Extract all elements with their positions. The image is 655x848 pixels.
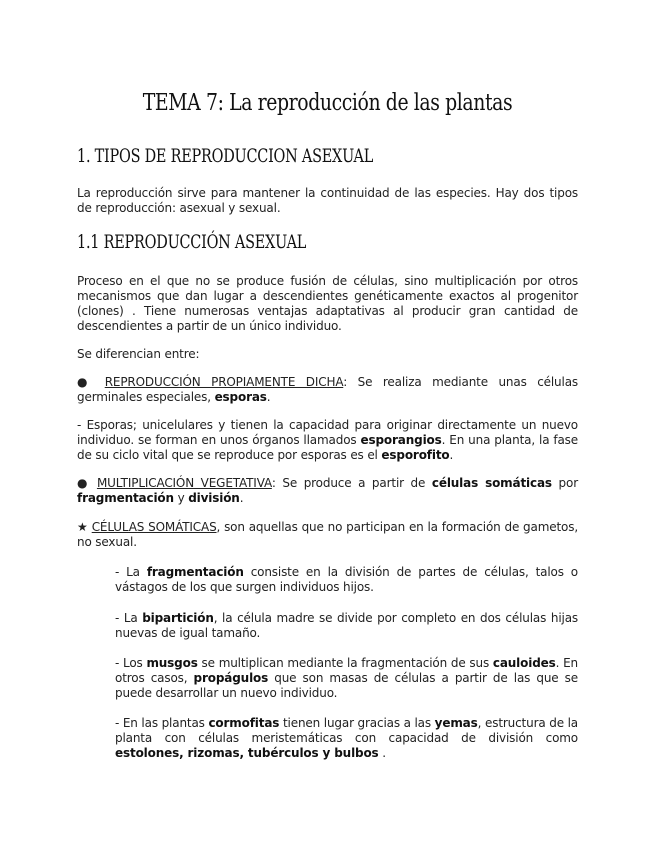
text-span: : Se realiza mediante unas células germinales especiales, [77,375,579,404]
star-icon: ★ [77,520,88,534]
bold-term: cauloides [492,656,556,670]
text-span: , son aquellas que no participan en la formación de gametos, no sexual. [77,520,578,549]
cormofitas-item [115,716,578,761]
bullet-icon: ● [77,375,95,389]
text-span: consiste en la división de partes de células, talos o vástagos de los que surgen individuos hijos. [115,565,578,594]
bold-term: fragmentación [77,491,174,505]
term-multiplicacion-vegetativa: MULTIPLICACIÓN VEGETATIVA [96,476,272,490]
bold-term: esporas [214,390,267,404]
text-span: - La [115,565,147,579]
bold-term: esporangios [360,433,442,447]
reproduccion-propiamente-paragraph [77,375,578,405]
bold-term: fragmentación [146,565,244,579]
bold-term: yemas [434,716,478,730]
musgos-item [115,656,578,701]
text-span: . [449,448,454,462]
bullet-icon: ● [77,476,91,490]
fragmentacion-item [115,565,578,595]
asexual-definition-paragraph: Proceso en el que no se produce fusión de células, sino multiplicación por otros mecanismos que dan lugar a descendientes genéticamente exactos al progenitor (clones) . Tiene numerosas ventajas adaptativas al producir gran cantidad de descendientes a partir de un único individuo. [77,274,578,333]
bold-term: división [188,491,240,505]
section-heading-asexual: 1.1 REPRODUCCIÓN ASEXUAL [77,232,307,253]
text-span: - Los [115,656,147,670]
biparticion-item [115,611,578,641]
text-span: tienen lugar gracias a las [279,716,435,730]
celulas-somaticas-paragraph [77,520,578,550]
text-span: y [173,491,189,505]
text-span: , estructura de la planta con células meristemáticas con capacidad de división como [115,716,579,745]
bold-term: bipartición [142,611,214,625]
term-celulas-somaticas: CÉLULAS SOMÁTICAS [91,520,217,534]
text-span: - Esporas; unicelulares y tienen la capacidad para originar directamente un nuevo individuo. se forman en unos órganos llamados [77,418,578,447]
text-span: - La [115,611,143,625]
text-span: - En las plantas [115,716,209,730]
bold-term: propágulos [193,671,269,685]
bold-term: cormofitas [208,716,280,730]
bold-term: musgos [146,656,198,670]
text-span: . [266,390,271,404]
text-span: por [551,476,578,490]
text-span: : Se produce a partir de [271,476,432,490]
text-span: . [239,491,244,505]
text-span: . En otros casos, [115,656,578,685]
esporas-paragraph [77,418,578,463]
term-reproduccion-propiamente: REPRODUCCIÓN PROPIAMENTE DICHA [104,375,344,389]
multiplicacion-vegetativa-paragraph [77,476,578,506]
differentiation-intro: Se diferencian entre: [77,347,200,361]
intro-paragraph: La reproducción sirve para mantener la continuidad de las especies. Hay dos tipos de reproducción: asexual y sexual. [77,186,578,215]
document-title: TEMA 7: La reproducción de las plantas [142,90,513,116]
text-span: que son masas de células a partir de las que se puede desarrollar un nuevo individuo. [115,671,579,700]
text-span: . [378,746,386,760]
text-span: . En una planta, la fase de su ciclo vital que se reproduce por esporas es el [77,433,579,462]
section-heading-tipos: 1. TIPOS DE REPRODUCCION ASEXUAL [77,146,374,167]
bold-term: células somáticas [431,476,552,490]
text-span: , la célula madre se divide por completo en dos células hijas nuevas de igual tamaño. [115,611,579,640]
text-span: se multiplican mediante la fragmentación de sus [197,656,493,670]
bold-term: estolones, rizomas, tubérculos y bulbos [115,746,379,760]
bold-term: esporofito [381,448,450,462]
